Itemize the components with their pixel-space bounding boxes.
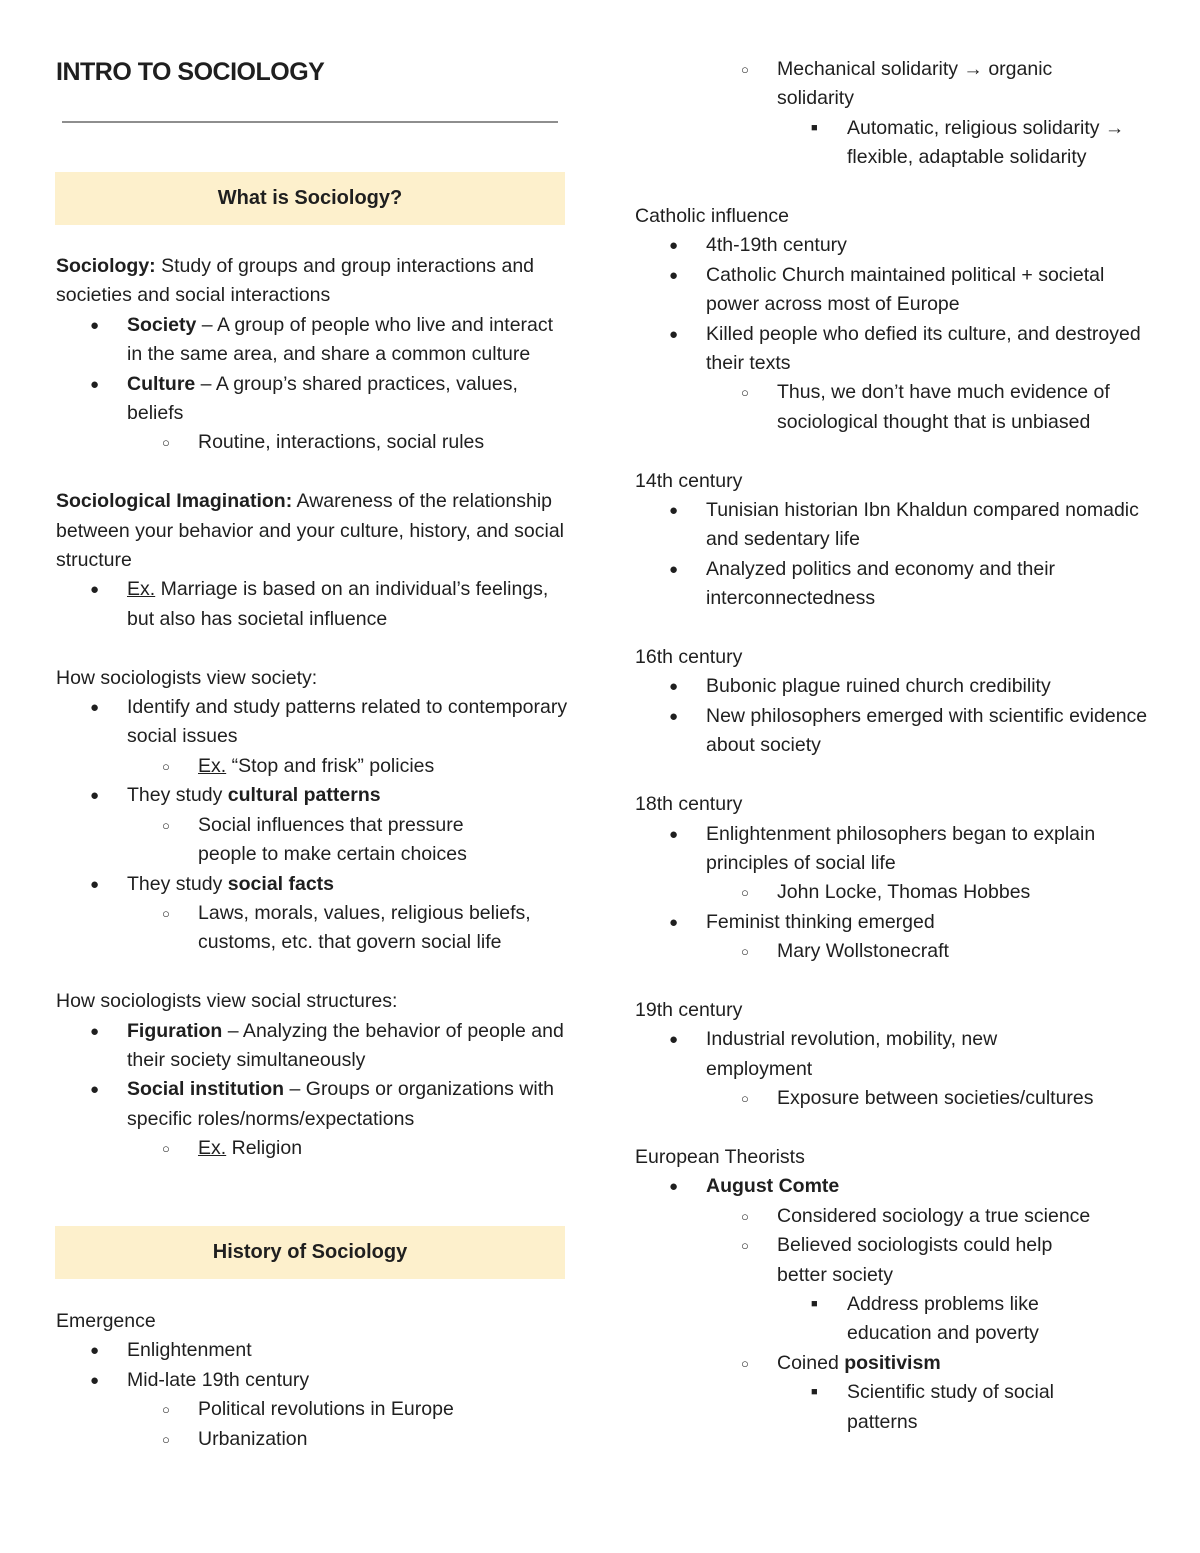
list-item: ○ Routine, interactions, social rules bbox=[56, 428, 571, 457]
european-theorists-heading: European Theorists bbox=[635, 1145, 805, 1168]
left-column-part2 bbox=[56, 1307, 571, 1454]
bullet-dot-icon: ● bbox=[90, 787, 100, 805]
bullet-dot-icon: ● bbox=[669, 325, 679, 343]
bullet-dot-icon: ● bbox=[90, 1022, 100, 1040]
list-item: ■ Automatic, religious solidarity → flexible, adaptable solidarity bbox=[635, 114, 1160, 173]
list-item: ● Ex. Marriage is based on an individual’s feelings, but also has societal influence bbox=[56, 575, 571, 634]
16th-century-heading: 16th century bbox=[635, 646, 743, 669]
catholic-heading: Catholic influence bbox=[635, 205, 789, 228]
bullet-dot-icon: ● bbox=[669, 707, 679, 725]
bullet-dot-icon: ● bbox=[669, 266, 679, 284]
bullet-circle-icon: ○ bbox=[741, 1355, 749, 1371]
bullet-circle-icon: ○ bbox=[741, 1208, 749, 1224]
list-item: ● Culture – A group’s shared practices, values, beliefs bbox=[56, 370, 571, 429]
list-item: ● Industrial revolution, mobility, new employment bbox=[635, 1025, 1160, 1084]
list-item: ○ Mechanical solidarity → organic solidarity bbox=[635, 55, 1160, 114]
list-item: ● Social institution – Groups or organizations with specific roles/norms/expectations bbox=[56, 1075, 571, 1134]
view-society-heading: How sociologists view society: bbox=[56, 666, 318, 689]
view-structures-heading: How sociologists view social structures: bbox=[56, 990, 398, 1013]
bullet-dot-icon: ● bbox=[90, 316, 100, 334]
bullet-square-icon: ■ bbox=[811, 1386, 818, 1399]
document-title: INTRO TO SOCIOLOGY bbox=[56, 58, 325, 86]
list-item: ● They study cultural patterns bbox=[56, 781, 571, 810]
list-item: ● Analyzed politics and economy and their interconnectedness bbox=[635, 555, 1160, 614]
bullet-dot-icon: ● bbox=[669, 1031, 679, 1049]
bullet-circle-icon: ○ bbox=[162, 905, 170, 921]
bullet-dot-icon: ● bbox=[669, 560, 679, 578]
bullet-dot-icon: ● bbox=[669, 237, 679, 255]
bullet-circle-icon: ○ bbox=[741, 885, 749, 901]
bullet-dot-icon: ● bbox=[90, 875, 100, 893]
bullet-square-icon: ■ bbox=[811, 121, 818, 134]
sociology-bullets bbox=[56, 311, 571, 458]
list-item: ○ Thus, we don’t have much evidence of sociological thought that is unbiased bbox=[635, 378, 1160, 437]
bullet-dot-icon: ● bbox=[90, 375, 100, 393]
list-item: ○ Mary Wollstonecraft bbox=[635, 937, 1160, 966]
list-item: ● They study social facts bbox=[56, 870, 571, 899]
list-item: ● New philosophers emerged with scientific evidence about society bbox=[635, 702, 1160, 761]
section-banner-history-of-sociology: History of Sociology bbox=[55, 1226, 565, 1279]
bullet-dot-icon: ● bbox=[90, 1342, 100, 1360]
list-item: ● Feminist thinking emerged bbox=[635, 908, 1160, 937]
emergence-heading: Emergence bbox=[56, 1310, 156, 1332]
list-item: ○ Political revolutions in Europe bbox=[56, 1395, 571, 1424]
bullet-circle-icon: ○ bbox=[162, 1431, 170, 1447]
bullet-circle-icon: ○ bbox=[162, 435, 170, 451]
list-item: ● Mid-late 19th century bbox=[56, 1366, 571, 1395]
bullet-circle-icon: ○ bbox=[162, 817, 170, 833]
bullet-circle-icon: ○ bbox=[162, 758, 170, 774]
bullet-dot-icon: ● bbox=[90, 1081, 100, 1099]
right-column bbox=[635, 55, 1160, 1437]
list-item: ○ Coined positivism bbox=[635, 1349, 1160, 1378]
bullet-circle-icon: ○ bbox=[741, 944, 749, 960]
list-item: ■ Address problems like education and poverty bbox=[635, 1290, 1160, 1349]
list-item: ○ John Locke, Thomas Hobbes bbox=[635, 878, 1160, 907]
list-item: ● Figuration – Analyzing the behavior of people and their society simultaneously bbox=[56, 1017, 571, 1076]
bullet-dot-icon: ● bbox=[669, 913, 679, 931]
list-item: ○ Urbanization bbox=[56, 1425, 571, 1454]
bullet-circle-icon: ○ bbox=[741, 1091, 749, 1107]
bullet-circle-icon: ○ bbox=[162, 1402, 170, 1418]
bullet-dot-icon: ● bbox=[669, 502, 679, 520]
list-item: ○ Exposure between societies/cultures bbox=[635, 1084, 1160, 1113]
list-item: ● Tunisian historian Ibn Khaldun compared nomadic and sedentary life bbox=[635, 496, 1160, 555]
bullet-dot-icon: ● bbox=[90, 699, 100, 717]
list-item: ● 4th-19th century bbox=[635, 231, 1160, 260]
bullet-dot-icon: ● bbox=[669, 1178, 679, 1196]
list-item: ○ Social influences that pressure people to make certain choices bbox=[56, 811, 571, 870]
sociological-imagination-definition: Sociological Imagination: Awareness of the relationship between your behavior and your culture, history, and social structure bbox=[56, 490, 565, 572]
bullet-circle-icon: ○ bbox=[162, 1141, 170, 1157]
bullet-circle-icon: ○ bbox=[741, 385, 749, 401]
list-item: ● Society – A group of people who live and interact in the same area, and share a common culture bbox=[56, 311, 571, 370]
bullet-circle-icon: ○ bbox=[741, 62, 749, 77]
bullet-dot-icon: ● bbox=[90, 581, 100, 599]
list-item: ○ Believed sociologists could help better society bbox=[635, 1231, 1160, 1290]
bullet-dot-icon: ● bbox=[90, 1371, 100, 1389]
bullet-dot-icon: ● bbox=[669, 825, 679, 843]
list-item: ● August Comte bbox=[635, 1172, 1160, 1201]
list-item: ● Bubonic plague ruined church credibility bbox=[635, 672, 1160, 701]
list-item: ○ Considered sociology a true science bbox=[635, 1202, 1160, 1231]
left-column-part1 bbox=[56, 252, 571, 1164]
sociology-definition: Sociology: Study of groups and group interactions and societies and social interactions bbox=[56, 255, 535, 307]
list-item: ● Catholic Church maintained political + societal power across most of Europe bbox=[635, 261, 1160, 320]
bullet-circle-icon: ○ bbox=[741, 1238, 749, 1254]
list-item: ● Identify and study patterns related to contemporary social issues bbox=[56, 693, 571, 752]
list-item: ● Killed people who defied its culture, and destroyed their texts bbox=[635, 320, 1160, 379]
list-item: ○ Ex. Religion bbox=[56, 1134, 571, 1163]
list-item: ○ Ex. “Stop and frisk” policies bbox=[56, 752, 571, 781]
19th-century-heading: 19th century bbox=[635, 998, 743, 1021]
section-banner-what-is-sociology: What is Sociology? bbox=[55, 172, 565, 225]
bullet-dot-icon: ● bbox=[669, 678, 679, 696]
18th-century-heading: 18th century bbox=[635, 793, 743, 816]
bullet-square-icon: ■ bbox=[811, 1297, 818, 1310]
title-divider bbox=[62, 121, 558, 123]
list-item: ■ Scientific study of social patterns bbox=[635, 1378, 1160, 1437]
list-item: ● Enlightenment bbox=[56, 1336, 571, 1365]
14th-century-heading: 14th century bbox=[635, 469, 743, 492]
list-item: ● Enlightenment philosophers began to explain principles of social life bbox=[635, 820, 1160, 879]
list-item: ○ Laws, morals, values, religious beliefs, customs, etc. that govern social life bbox=[56, 899, 571, 958]
